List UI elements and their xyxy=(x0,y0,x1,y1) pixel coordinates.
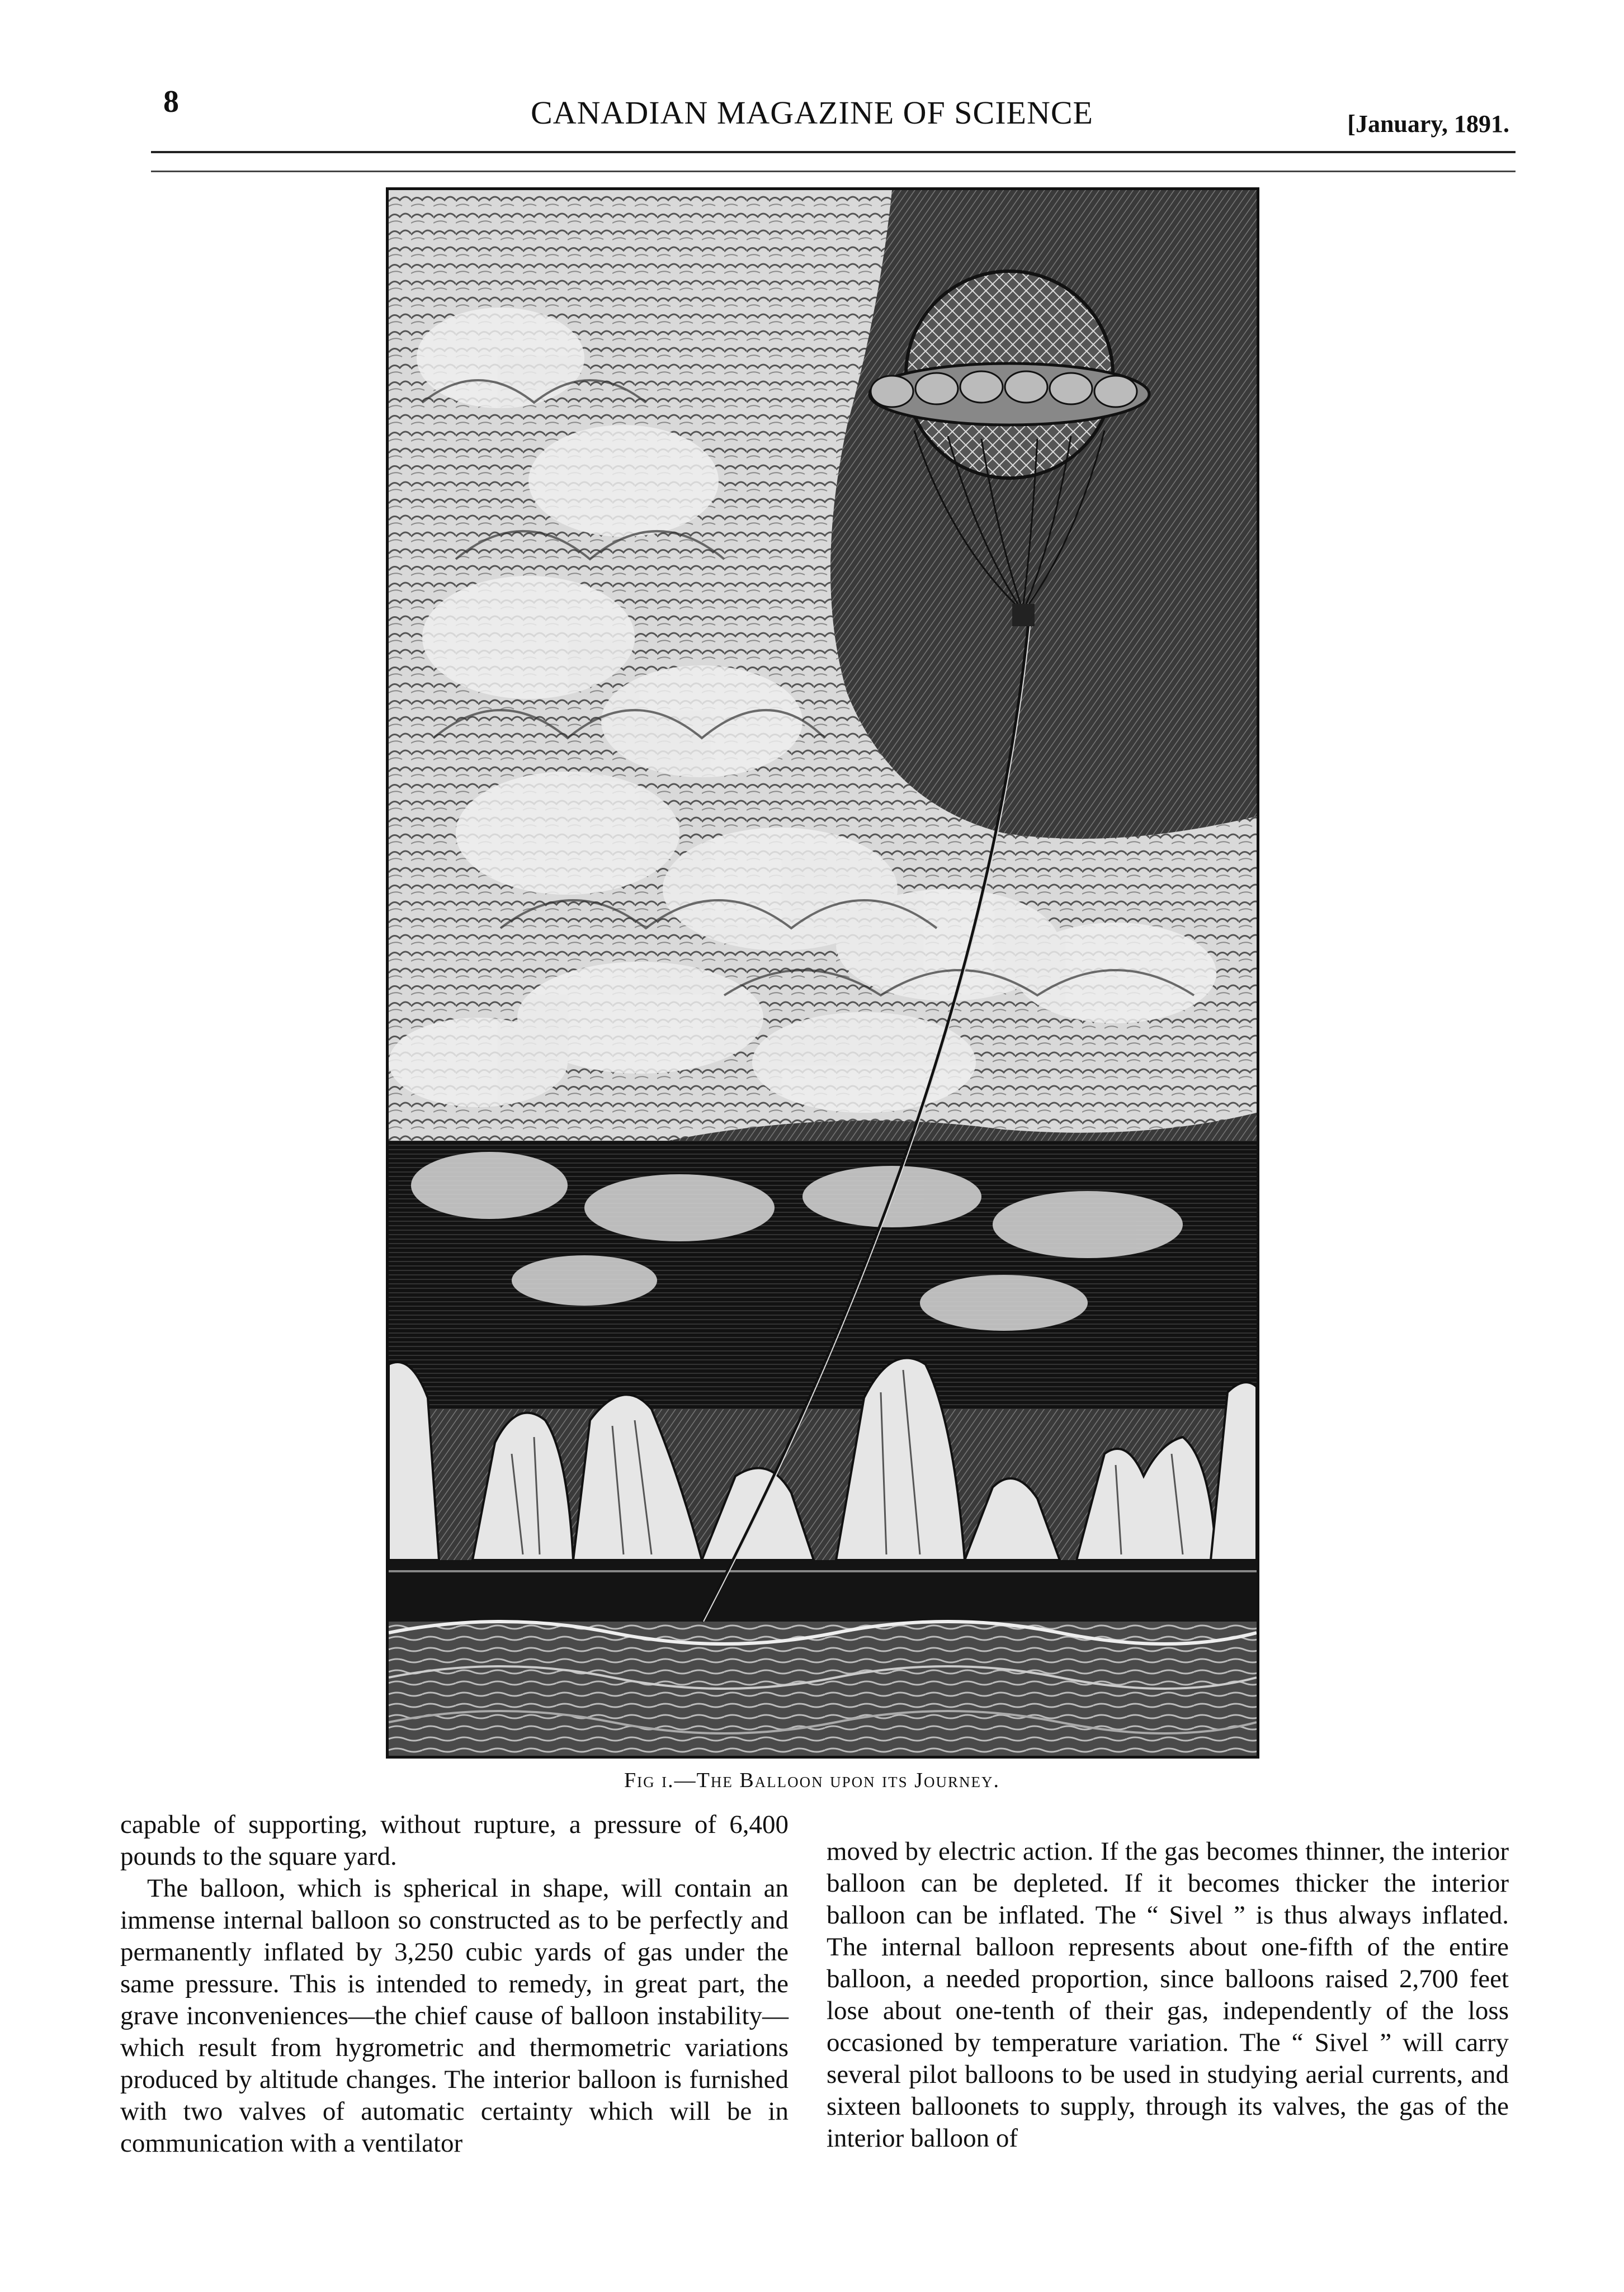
header-rule-thin xyxy=(151,171,1516,172)
body-column-right xyxy=(827,1836,1509,2154)
paragraph: The balloon, which is spherical in shape, will contain an immense internal balloon so constructed as to be perfectly and permanently inflated by 3,250 cubic yards of gas under the same pressure. This is intended to remedy, in great part, the grave inconveniences—the chief cause of balloon instability—which result from hygrometric and thermometric variations produced by altitude changes. The interior balloon is furnished with two valves of automatic certainty which will be in communication with a ventilator xyxy=(120,1874,789,2158)
header-rule xyxy=(151,151,1516,153)
issue-date: [January, 1891. xyxy=(1347,110,1509,138)
paragraph: moved by electric action. If the gas becomes thinner, the interior balloon can be depleted. If it becomes thicker the interior balloon can be inflated. The “ Sivel ” is thus always inflated. The internal balloon represents about one-fifth of the entire balloon, a needed proportion, since balloons raised 2,700 feet lose about one-tenth of their gas, independently of the loss occasioned by temperature variation. The “ Sivel ” will carry several pilot balloons to be used in studying aerial currents, and sixteen balloonets to supply, through its valves, the gas of the interior balloon of xyxy=(827,1837,1509,2153)
balloon-illustration xyxy=(386,187,1259,1759)
body-column-left xyxy=(120,1809,789,2159)
page-number: 8 xyxy=(163,84,179,119)
figure-caption: Fig i.—The Balloon upon its Journey. xyxy=(624,1769,1000,1792)
paragraph: capable of supporting, without rupture, a pressure of 6,400 pounds to the square yard. xyxy=(120,1810,789,1871)
running-title: CANADIAN MAGAZINE OF SCIENCE xyxy=(531,94,1093,131)
